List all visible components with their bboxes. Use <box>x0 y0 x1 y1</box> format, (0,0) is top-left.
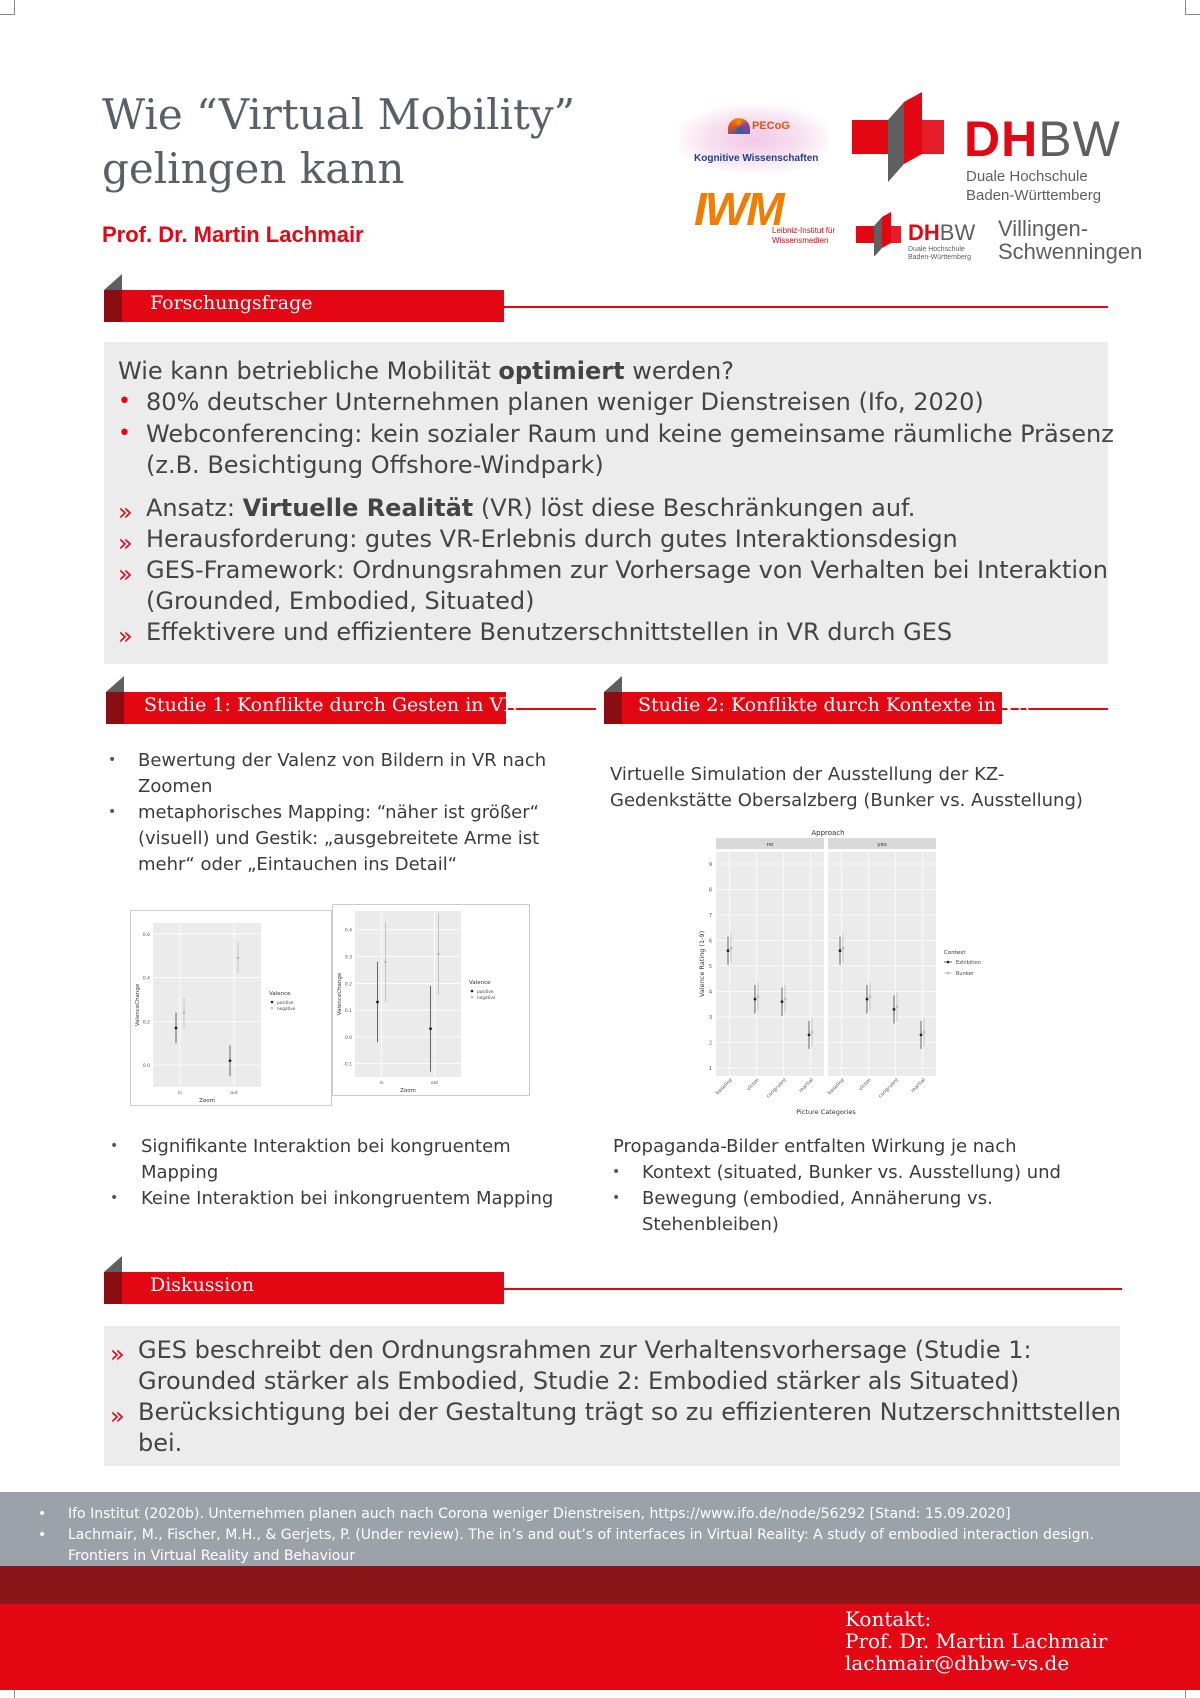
x-axis-label: Zoom <box>400 1088 416 1094</box>
y-axis-label: ValenceChange <box>135 983 141 1027</box>
x-tick-label: in <box>177 1091 183 1096</box>
section-header-studie2 <box>604 676 1108 726</box>
poster-title <box>102 88 662 196</box>
section-title: Diskussion <box>150 1274 255 1296</box>
facet-label: no <box>766 842 774 848</box>
section-bevel-dark <box>104 1272 122 1304</box>
dhbw-small-icon <box>856 212 902 256</box>
y-axis-label: Valence Rating (1-9) <box>698 930 706 998</box>
data-point <box>175 1027 178 1030</box>
bullet-text: 80% deutscher Unternehmen planen weniger Dienstreisen (Ifo, 2020) <box>146 388 984 416</box>
dhbw-sub2: Baden-Württemberg <box>966 187 1102 204</box>
x-tick-label: victim <box>857 1077 873 1093</box>
section-bevel <box>104 1256 122 1272</box>
data-point <box>842 947 845 950</box>
legend-label: positive <box>277 1000 294 1005</box>
legend-key <box>471 990 474 993</box>
chevron-icon: » <box>118 560 133 588</box>
chart-svg <box>333 905 529 1095</box>
section-rule <box>504 306 1108 308</box>
bullet-dot: • <box>108 804 117 820</box>
y-tick-label: 9 <box>708 862 712 868</box>
data-point <box>757 995 760 998</box>
bullet-dot: • <box>118 389 131 414</box>
campus-line1: Villingen- <box>998 216 1089 241</box>
crop-mark <box>1185 0 1200 15</box>
facet-title: Approach <box>811 829 845 837</box>
footer-red-band <box>0 1604 1200 1690</box>
y-tick-label: 0.3 <box>344 955 352 961</box>
studie1-result: Signifikante Interaktion bei kongruentem <box>141 1136 511 1157</box>
discussion-text: Grounded stärker als Embodied, Studie 2: Embodied stärker als Situated) <box>138 1367 1020 1395</box>
legend-label: positive <box>477 989 494 994</box>
section-header-studie1 <box>106 676 596 726</box>
y-tick-label: 0.4 <box>344 928 352 934</box>
iwm-sub2: Wissensmedien <box>772 236 829 245</box>
data-point <box>869 995 872 998</box>
y-tick-label: -0.1 <box>343 1062 352 1068</box>
chart-svg <box>698 828 982 1118</box>
section-header-forschungsfrage <box>104 274 1108 324</box>
bullet-dot: • <box>108 752 117 768</box>
data-point <box>811 1031 814 1034</box>
section-bevel-dark <box>104 290 122 322</box>
studie2-intro: Gedenkstätte Obersalzberg (Bunker vs. Ausstellung) <box>610 790 1083 811</box>
bullet-text: (z.B. Besichtigung Offshore-Windpark) <box>146 451 604 479</box>
y-tick-label: 5 <box>708 964 712 970</box>
y-tick-label: 0.4 <box>142 976 150 982</box>
iwm-sub1: Leibniz-Institut für <box>772 226 836 235</box>
discussion-text: bei. <box>138 1429 183 1457</box>
bullet-dot: • <box>612 1190 621 1206</box>
research-question-box <box>104 342 1114 664</box>
data-point <box>808 1033 811 1036</box>
bullet-dot: • <box>38 1527 47 1543</box>
references-band <box>0 1492 1200 1566</box>
y-tick-label: 0.1 <box>344 1009 352 1015</box>
x-tick-label: congruent <box>877 1077 900 1100</box>
legend-title: Valence <box>269 991 291 997</box>
discussion-text: GES beschreibt den Ordnungsrahmen zur Verhaltensvorhersage (Studie 1: <box>138 1336 1032 1364</box>
legend-key <box>947 972 950 975</box>
title-line: Wie “Virtual Mobility” <box>102 90 576 139</box>
legend-key <box>271 1001 274 1004</box>
x-tick-label: congruent <box>765 1077 788 1100</box>
x-tick-label: martial <box>910 1077 927 1094</box>
studie1-result: Mapping <box>141 1162 219 1183</box>
y-tick-label: 8 <box>708 887 712 894</box>
section-header-diskussion <box>104 1256 1122 1306</box>
chevron-icon: » <box>110 1340 125 1368</box>
x-tick-label: out <box>430 1081 439 1086</box>
data-point <box>896 1005 899 1008</box>
section-title: Studie 2: Konflikte durch Kontexte in VR <box>638 694 1031 716</box>
dhbw-small-sub1: Duale Hochschule <box>908 246 965 253</box>
reference: Ifo Institut (2020b). Unternehmen planen auch nach Corona weniger Dienstreisen, https://www.ifo.de/node/56292 [Stand: 15.09.2020] <box>68 1506 1011 1522</box>
section-bevel <box>106 676 124 692</box>
studie1-bullet: Zoomen <box>138 776 213 797</box>
data-point <box>384 960 387 963</box>
data-point <box>923 1031 926 1034</box>
y-tick-label: 3 <box>708 1015 712 1021</box>
bullet-dot: • <box>110 1138 119 1154</box>
data-point <box>727 949 730 952</box>
x-tick-label: martial <box>798 1077 815 1094</box>
studie2-intro: Virtuelle Simulation der Ausstellung der KZ- <box>610 764 1005 785</box>
iwm-wordmark: IWM <box>694 183 783 235</box>
legend-key <box>471 996 474 999</box>
chevron-icon: » <box>118 529 133 557</box>
x-tick-label: victim <box>745 1077 761 1093</box>
legend-key <box>271 1007 274 1010</box>
y-tick-label: 4 <box>708 989 712 996</box>
studie1-bullet: Bewertung der Valenz von Bildern in VR nach <box>138 750 547 771</box>
data-point <box>429 1027 432 1030</box>
data-point <box>920 1033 923 1036</box>
reference: Lachmair, M., Fischer, M.H., & Gerjets, P. (Under review). The in’s and out’s of interfaces in Virtual Reality: A study of embodied interaction design. <box>68 1527 1094 1543</box>
section-bevel <box>104 274 122 290</box>
data-point <box>437 952 440 955</box>
section-title: Forschungsfrage <box>150 292 313 314</box>
chevron-icon: » <box>118 622 133 650</box>
y-tick-label: 0.6 <box>142 932 150 938</box>
x-axis-label: Zoom <box>199 1098 215 1104</box>
plot-panel <box>153 923 261 1087</box>
crop-mark <box>0 0 15 15</box>
y-tick-label: 0.2 <box>344 982 352 988</box>
y-tick-label: 1 <box>708 1066 712 1072</box>
data-point <box>893 1008 896 1011</box>
section-rule <box>504 1288 1122 1290</box>
bullet-dot: • <box>38 1506 47 1522</box>
y-tick-label: 0.0 <box>344 1035 352 1041</box>
dhbw-vs-logo <box>856 212 1146 267</box>
studie1-result: Keine Interaktion bei inkongruentem Mapping <box>141 1188 554 1209</box>
x-tick-label: out <box>230 1091 238 1096</box>
facet-label: yes <box>877 842 887 848</box>
legend-title: Valence <box>469 980 491 986</box>
studie2-result: Bewegung (embodied, Annäherung vs. <box>642 1188 993 1209</box>
title-line: gelingen kann <box>102 144 405 193</box>
data-point <box>237 957 240 960</box>
dhbw-icon <box>852 92 952 184</box>
chevron-icon: » <box>118 498 133 526</box>
discussion-box <box>104 1326 1120 1466</box>
section-bevel <box>604 676 622 692</box>
dhbw-small-wordmark: DHBW <box>908 220 976 245</box>
pecog-logo <box>680 106 828 172</box>
studie1-bullet: mehr“ oder „Eintauchen ins Detail“ <box>138 854 458 875</box>
legend-label: negative <box>477 995 496 1000</box>
y-tick-label: 0.2 <box>142 1020 150 1026</box>
dhbw-logo <box>852 92 1137 207</box>
chart-study1-b <box>332 904 530 1096</box>
data-point <box>754 998 757 1001</box>
poster-author: Prof. Dr. Martin Lachmair <box>102 222 364 247</box>
contact-label: Kontakt: <box>845 1607 932 1631</box>
data-point <box>376 1001 379 1004</box>
contact-name: Prof. Dr. Martin Lachmair <box>845 1629 1108 1653</box>
reference: Frontiers in Virtual Reality and Behaviour <box>68 1548 355 1564</box>
item-text: (Grounded, Embodied, Situated) <box>146 587 535 615</box>
x-tick-label: in <box>379 1081 384 1086</box>
data-point <box>866 998 869 1001</box>
x-tick-label: baseline <box>714 1077 734 1097</box>
legend-label: negative <box>277 1006 296 1011</box>
chart-study1-a <box>130 910 332 1106</box>
data-point <box>229 1059 232 1062</box>
y-tick-label: 7 <box>708 913 712 919</box>
plot-panel <box>355 911 461 1077</box>
studie2-result: Kontext (situated, Bunker vs. Ausstellung) und <box>642 1162 1061 1183</box>
footer-dark-band <box>0 1566 1200 1604</box>
dhbw-sub1: Duale Hochschule <box>966 168 1088 185</box>
x-tick-label: baseline <box>826 1077 846 1097</box>
legend-label: Bunker <box>956 971 974 977</box>
chart-study2 <box>698 828 982 1118</box>
dhbw-small-sub2: Baden-Württemberg <box>908 254 972 261</box>
item-text: Herausforderung: gutes VR-Erlebnis durch gutes Interaktionsdesign <box>146 525 958 553</box>
y-axis-label: ValenceChange <box>337 972 343 1016</box>
y-tick-label: 6 <box>708 938 712 945</box>
chevron-icon: » <box>110 1402 125 1430</box>
data-point <box>183 1011 186 1014</box>
data-point <box>781 1000 784 1003</box>
studie2-result: Stehenbleiben) <box>642 1214 779 1235</box>
bullet-dot: • <box>118 421 131 446</box>
section-bevel-dark <box>106 692 124 724</box>
item-text: Effektivere und effizientere Benutzerschnittstellen in VR durch GES <box>146 618 953 646</box>
data-point <box>784 998 787 1001</box>
section-title: Studie 1: Konflikte durch Gesten in VR <box>144 694 518 716</box>
research-question: Wie kann betriebliche Mobilität optimiert werden? <box>118 357 734 385</box>
studie2-result-intro: Propaganda-Bilder entfalten Wirkung je nach <box>613 1136 1017 1157</box>
legend-label: Exhibition <box>956 960 981 966</box>
chart-svg <box>131 911 331 1105</box>
legend-title: Context <box>944 950 966 956</box>
studie1-bullet: (visuell) und Gestik: „ausgebreitete Arme ist <box>138 828 540 849</box>
data-point <box>730 947 733 950</box>
y-tick-label: 2 <box>708 1040 712 1047</box>
discussion-text: Berücksichtigung bei der Gestaltung trägt so zu effizienteren Nutzerschnittstellen <box>138 1398 1121 1426</box>
item-text: Ansatz: Virtuelle Realität (VR) löst diese Beschränkungen auf. <box>146 494 916 522</box>
pecog-icon <box>728 118 750 134</box>
dhbw-wordmark: DHBW <box>964 111 1121 167</box>
pecog-name: PECoG <box>752 120 790 132</box>
legend-key <box>947 961 950 964</box>
campus-line2: Schwenningen <box>998 239 1143 264</box>
bullet-dot: • <box>110 1190 119 1206</box>
iwm-logo <box>694 183 854 248</box>
section-rule <box>506 708 596 710</box>
bullet-text: Webconferencing: kein sozialer Raum und keine gemeinsame räumliche Präsenz <box>146 420 1114 448</box>
pecog-subtitle: Kognitive Wissenschaften <box>694 153 819 164</box>
bullet-dot: • <box>612 1164 621 1180</box>
x-axis-label: Picture Categories <box>796 1108 856 1116</box>
contact-email: lachmair@dhbw-vs.de <box>845 1651 1070 1675</box>
section-bevel-dark <box>604 692 622 724</box>
studie1-bullet: metaphorisches Mapping: “näher ist größer“ <box>138 802 539 823</box>
y-tick-label: 0.0 <box>142 1064 150 1070</box>
item-text: GES-Framework: Ordnungsrahmen zur Vorhersage von Verhalten bei Interaktion <box>146 556 1108 584</box>
data-point <box>839 949 842 952</box>
